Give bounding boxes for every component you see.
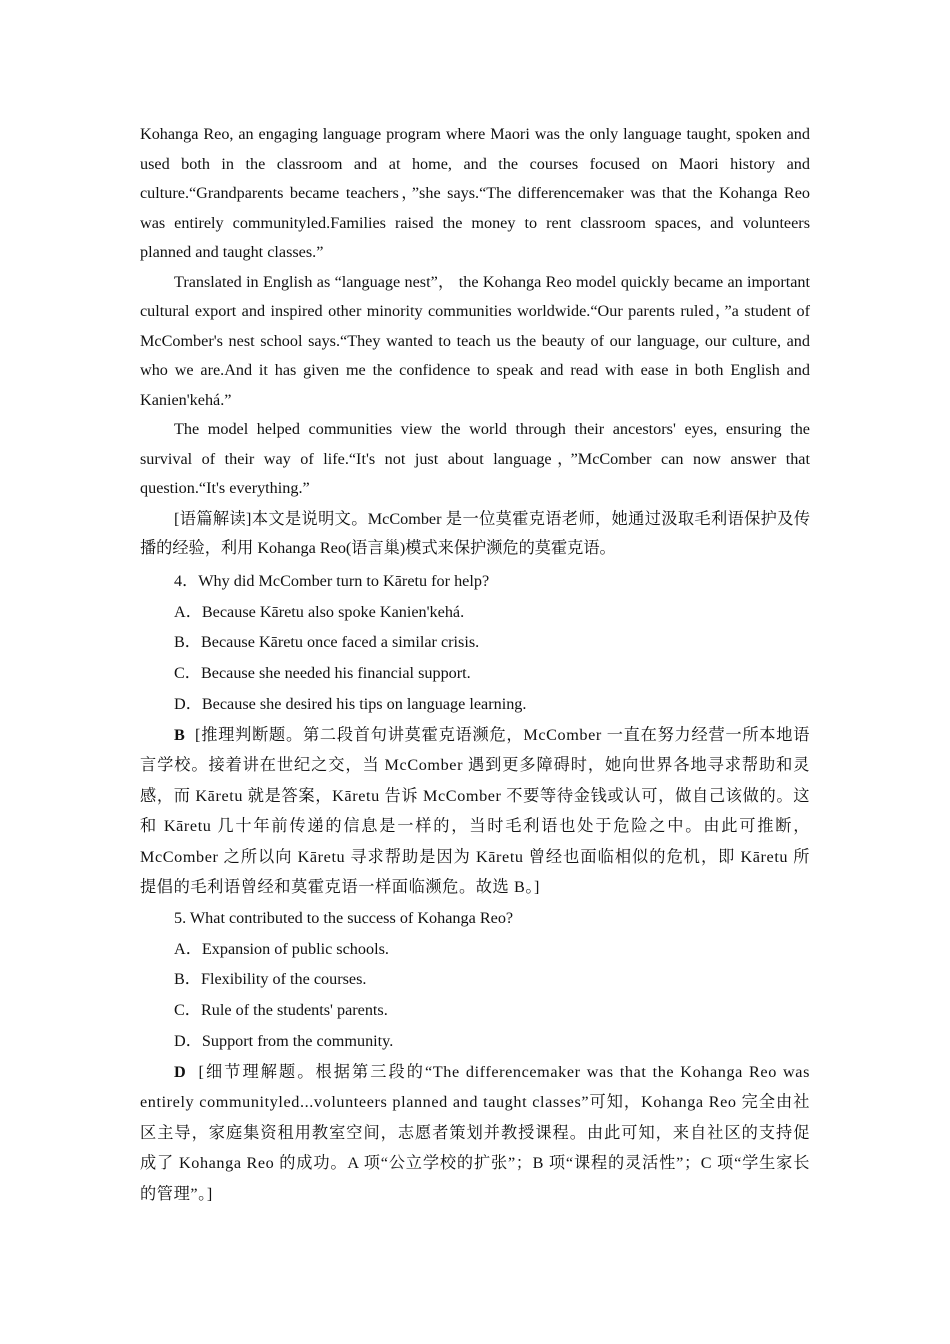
question-5: 5. What contributed to the success of Kohanga Reo?: [174, 908, 514, 927]
q4-answer: B: [174, 725, 186, 744]
document-page: [140, 120, 810, 1209]
q5-explanation: [细节理解题。根据第三段的“The differencemaker was that the Kohanga Reo was entirely communityled...volunteers planned and taught classes”可知，Kohanga Reo 完全由社区主导，家庭集资租用教室空间，志愿者策划并教授课程。由此可知，来自社区的支持促成了 Kohanga Reo 的成功。A 项“公立学校的扩张”；B 项“课程的灵活性”；C 项“学生家长的管理”。]: [140, 1062, 810, 1203]
q5-option-c: C．Rule of the students' parents.: [174, 1001, 388, 1020]
q5-option-b: B．Flexibility of the courses.: [174, 970, 367, 989]
analysis-tag: [语篇解读]: [174, 509, 252, 528]
analysis-text: 本文是说明文。McComber 是一位莫霍克语老师，她通过汲取毛利语保护及传播的经验，利用 Kohanga Reo(语言巢)模式来保护濒危的莫霍克语。: [140, 509, 811, 557]
passage-paragraph-1: Kohanga Reo, an engaging language program where Maori was the only language taught, spoken and used both in the classroom and at home, and the courses focused on Maori history and culture.“Grandparents became teachers，”she says.“The differencemaker was that the Kohanga Reo was entirely communityled.Families raised the money to rent classroom spaces, and volunteers planned and taught classes.”: [140, 125, 810, 261]
passage-paragraph-2: Translated in English as “language nest”， the Kohanga Reo model quickly became an important cultural export and inspired other minority communities worldwide.“Our parents ruled，”a student of McComber's nest school says.“They wanted to teach us the beauty of our language, our culture, and who we are.And it has given me the confidence to speak and read with ease in both English and Kanien'kehá.”: [140, 272, 810, 409]
q5-option-a: A．Expansion of public schools.: [174, 939, 389, 958]
passage-paragraph-3: The model helped communities view the world through their ancestors' eyes, ensuring the survival of their way of life.“It's not just about language，”McComber can now answer that question.“It's everything.”: [140, 420, 810, 497]
q5-answer-explanation: [140, 1057, 810, 1210]
q4-option-b: B．Because Kāretu once faced a similar crisis.: [174, 633, 480, 652]
q4-explanation: [推理判断题。第二段首句讲莫霍克语濒危，McComber 一直在努力经营一所本地语言学校。接着讲在世纪之交，当 McComber 遇到更多障碍时，她向世界各地寻求帮助和灵感，而 Kāretu 就是答案，Kāretu 告诉 McComber 不要等待金钱或认可，做自己该做的。这和 Kāretu 几十年前传递的信息是一样的，当时毛利语也处于危险之中。由此可推断，McComber 之所以向 Kāretu 寻求帮助是因为 Kāretu 曾经也面临相似的危机，即 Kāretu 所提倡的毛利语曾经和莫霍克语一样面临濒危。故选 B。]: [140, 725, 811, 897]
q4-option-c: C．Because she needed his financial support.: [174, 664, 471, 683]
q5-option-d: D．Support from the community.: [174, 1032, 394, 1051]
q5-answer: D: [174, 1062, 187, 1081]
question-4: 4．Why did McComber turn to Kāretu for help?: [174, 571, 490, 590]
passage-analysis: [140, 505, 810, 564]
q4-option-d: D．Because she desired his tips on language learning.: [174, 694, 527, 713]
q4-option-a: A．Because Kāretu also spoke Kanien'kehá.: [174, 602, 465, 621]
q4-answer-explanation: [140, 720, 810, 903]
